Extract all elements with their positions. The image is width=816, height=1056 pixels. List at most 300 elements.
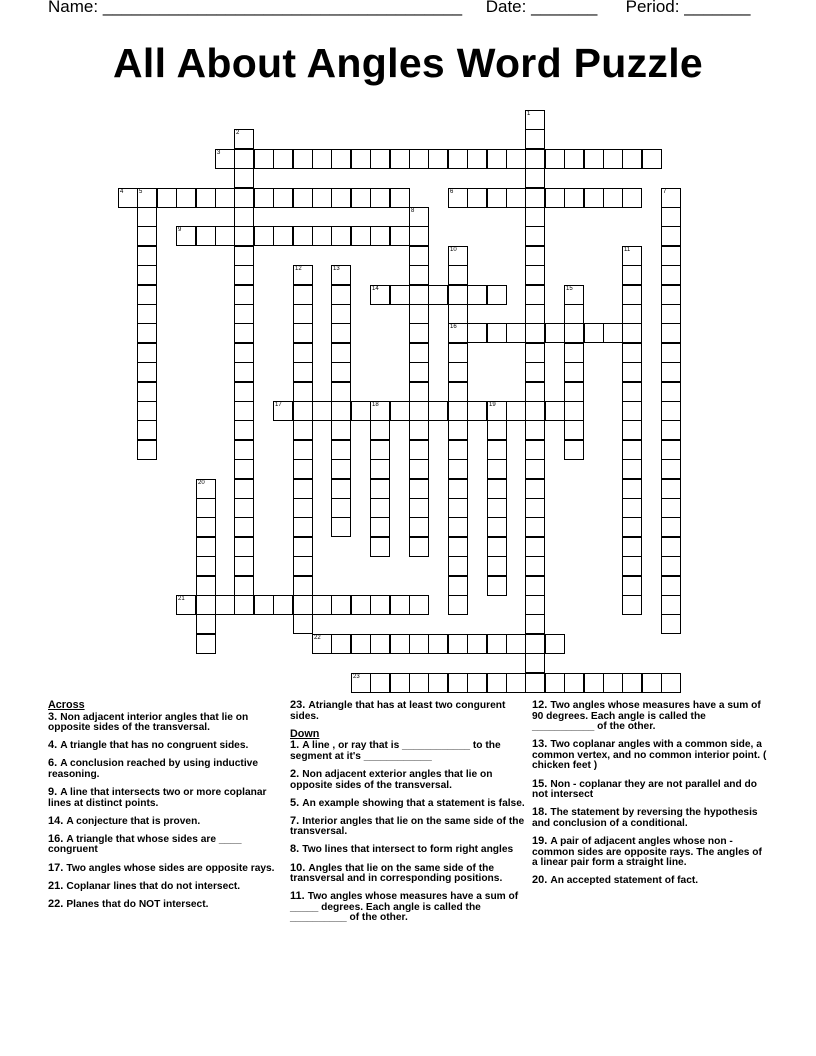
crossword-cell[interactable] — [254, 595, 274, 615]
crossword-cell[interactable] — [622, 304, 642, 324]
crossword-cell[interactable] — [409, 459, 429, 479]
crossword-cell[interactable] — [545, 188, 565, 208]
crossword-cell[interactable] — [642, 149, 662, 169]
crossword-cell[interactable] — [564, 382, 584, 402]
crossword-cell[interactable] — [390, 226, 410, 246]
crossword-cell[interactable] — [234, 595, 254, 615]
crossword-cell[interactable] — [467, 188, 487, 208]
crossword-cell[interactable] — [234, 440, 254, 460]
crossword-cell[interactable] — [525, 149, 545, 169]
crossword-cell[interactable] — [234, 420, 254, 440]
crossword-cell[interactable] — [564, 304, 584, 324]
crossword-cell[interactable] — [137, 401, 157, 421]
crossword-cell[interactable] — [467, 323, 487, 343]
crossword-cell[interactable] — [564, 673, 584, 693]
crossword-cell[interactable] — [234, 304, 254, 324]
crossword-cell[interactable] — [409, 226, 429, 246]
crossword-cell[interactable] — [293, 285, 313, 305]
crossword-cell[interactable] — [409, 401, 429, 421]
crossword-cell[interactable] — [603, 323, 623, 343]
crossword-cell[interactable] — [254, 188, 274, 208]
crossword-cell[interactable] — [409, 323, 429, 343]
crossword-cell[interactable] — [234, 265, 254, 285]
crossword-cell[interactable] — [273, 595, 293, 615]
crossword-cell[interactable] — [525, 382, 545, 402]
crossword-cell[interactable] — [506, 149, 526, 169]
crossword-cell[interactable] — [622, 595, 642, 615]
crossword-cell[interactable] — [196, 517, 216, 537]
crossword-cell[interactable] — [622, 149, 642, 169]
crossword-cell[interactable] — [622, 498, 642, 518]
crossword-cell[interactable] — [234, 207, 254, 227]
crossword-cell[interactable] — [642, 673, 662, 693]
crossword-cell[interactable] — [661, 576, 681, 596]
crossword-cell[interactable] — [293, 401, 313, 421]
crossword-cell[interactable] — [622, 343, 642, 363]
crossword-cell[interactable] — [137, 362, 157, 382]
crossword-cell[interactable] — [622, 382, 642, 402]
crossword-cell[interactable] — [661, 246, 681, 266]
crossword-cell[interactable] — [487, 673, 507, 693]
crossword-cell[interactable] — [312, 595, 332, 615]
crossword-cell-6[interactable] — [448, 188, 468, 208]
crossword-cell[interactable] — [312, 401, 332, 421]
crossword-cell[interactable] — [448, 149, 468, 169]
crossword-cell[interactable] — [137, 207, 157, 227]
crossword-cell[interactable] — [331, 479, 351, 499]
crossword-cell[interactable] — [622, 188, 642, 208]
crossword-cell[interactable] — [254, 149, 274, 169]
crossword-cell[interactable] — [564, 440, 584, 460]
crossword-cell[interactable] — [448, 362, 468, 382]
crossword-cell[interactable] — [312, 188, 332, 208]
crossword-cell[interactable] — [351, 401, 371, 421]
crossword-cell[interactable] — [331, 285, 351, 305]
crossword-cell[interactable] — [525, 498, 545, 518]
crossword-cell[interactable] — [331, 420, 351, 440]
crossword-cell[interactable] — [487, 188, 507, 208]
crossword-cell[interactable] — [506, 401, 526, 421]
crossword-cell[interactable] — [525, 207, 545, 227]
crossword-cell[interactable] — [525, 537, 545, 557]
crossword-cell[interactable] — [525, 362, 545, 382]
crossword-cell-12[interactable] — [293, 265, 313, 285]
crossword-cell[interactable] — [234, 517, 254, 537]
crossword-cell[interactable] — [448, 401, 468, 421]
crossword-cell[interactable] — [293, 382, 313, 402]
crossword-cell[interactable] — [506, 673, 526, 693]
crossword-cell[interactable] — [351, 634, 371, 654]
crossword-cell[interactable] — [351, 226, 371, 246]
crossword-cell[interactable] — [584, 673, 604, 693]
crossword-cell[interactable] — [487, 479, 507, 499]
crossword-cell[interactable] — [448, 479, 468, 499]
crossword-cell[interactable] — [331, 634, 351, 654]
crossword-cell[interactable] — [390, 188, 410, 208]
crossword-cell[interactable] — [661, 459, 681, 479]
crossword-cell[interactable] — [525, 576, 545, 596]
crossword-cell[interactable] — [525, 401, 545, 421]
crossword-cell[interactable] — [351, 149, 371, 169]
crossword-cell[interactable] — [137, 246, 157, 266]
crossword-cell[interactable] — [448, 673, 468, 693]
crossword-cell[interactable] — [467, 673, 487, 693]
crossword-cell-14[interactable] — [370, 285, 390, 305]
crossword-cell[interactable] — [331, 401, 351, 421]
crossword-cell[interactable] — [661, 498, 681, 518]
crossword-cell[interactable] — [370, 634, 390, 654]
crossword-cell[interactable] — [622, 285, 642, 305]
crossword-cell[interactable] — [370, 498, 390, 518]
crossword-cell-17[interactable] — [273, 401, 293, 421]
crossword-cell[interactable] — [409, 634, 429, 654]
crossword-cell[interactable] — [525, 556, 545, 576]
crossword-cell[interactable] — [603, 188, 623, 208]
crossword-cell[interactable] — [448, 382, 468, 402]
crossword-cell-21[interactable] — [176, 595, 196, 615]
crossword-cell-2[interactable] — [234, 129, 254, 149]
crossword-cell[interactable] — [137, 265, 157, 285]
crossword-cell[interactable] — [234, 576, 254, 596]
crossword-cell[interactable] — [293, 479, 313, 499]
crossword-cell[interactable] — [448, 634, 468, 654]
crossword-cell[interactable] — [273, 226, 293, 246]
crossword-cell[interactable] — [525, 634, 545, 654]
crossword-cell[interactable] — [370, 420, 390, 440]
crossword-cell[interactable] — [622, 479, 642, 499]
crossword-cell[interactable] — [525, 673, 545, 693]
crossword-cell[interactable] — [370, 517, 390, 537]
crossword-cell[interactable] — [467, 149, 487, 169]
crossword-cell[interactable] — [234, 149, 254, 169]
crossword-cell[interactable] — [293, 226, 313, 246]
crossword-cell[interactable] — [409, 382, 429, 402]
crossword-cell[interactable] — [622, 576, 642, 596]
crossword-cell[interactable] — [622, 459, 642, 479]
crossword-cell-13[interactable] — [331, 265, 351, 285]
crossword-cell[interactable] — [487, 285, 507, 305]
crossword-cell[interactable] — [525, 343, 545, 363]
crossword-cell[interactable] — [409, 420, 429, 440]
crossword-cell[interactable] — [584, 149, 604, 169]
crossword-cell[interactable] — [331, 362, 351, 382]
crossword-cell[interactable] — [196, 537, 216, 557]
crossword-cell[interactable] — [137, 323, 157, 343]
crossword-cell[interactable] — [409, 440, 429, 460]
crossword-cell[interactable] — [409, 304, 429, 324]
crossword-cell[interactable] — [351, 595, 371, 615]
crossword-cell[interactable] — [661, 226, 681, 246]
crossword-cell[interactable] — [331, 517, 351, 537]
crossword-cell[interactable] — [661, 556, 681, 576]
crossword-cell[interactable] — [293, 517, 313, 537]
crossword-cell[interactable] — [525, 595, 545, 615]
crossword-cell[interactable] — [254, 226, 274, 246]
crossword-cell[interactable] — [331, 459, 351, 479]
crossword-cell[interactable] — [525, 479, 545, 499]
crossword-cell[interactable] — [525, 459, 545, 479]
crossword-cell[interactable] — [448, 440, 468, 460]
crossword-cell[interactable] — [525, 614, 545, 634]
crossword-cell[interactable] — [622, 420, 642, 440]
crossword-cell[interactable] — [661, 362, 681, 382]
crossword-cell[interactable] — [293, 149, 313, 169]
crossword-cell[interactable] — [234, 362, 254, 382]
crossword-cell[interactable] — [331, 343, 351, 363]
crossword-cell[interactable] — [467, 401, 487, 421]
crossword-cell[interactable] — [564, 149, 584, 169]
crossword-cell[interactable] — [409, 479, 429, 499]
crossword-cell[interactable] — [506, 188, 526, 208]
crossword-cell[interactable] — [293, 362, 313, 382]
crossword-cell[interactable] — [331, 226, 351, 246]
crossword-cell[interactable] — [196, 634, 216, 654]
crossword-cell[interactable] — [525, 304, 545, 324]
crossword-cell[interactable] — [390, 401, 410, 421]
crossword-cell-8[interactable] — [409, 207, 429, 227]
crossword-cell[interactable] — [370, 479, 390, 499]
crossword-cell[interactable] — [622, 517, 642, 537]
crossword-cell[interactable] — [409, 517, 429, 537]
crossword-cell-16[interactable] — [448, 323, 468, 343]
crossword-cell-23[interactable] — [351, 673, 371, 693]
crossword-cell[interactable] — [293, 537, 313, 557]
crossword-cell[interactable] — [448, 498, 468, 518]
crossword-cell[interactable] — [137, 226, 157, 246]
crossword-cell[interactable] — [312, 226, 332, 246]
crossword-cell[interactable] — [409, 537, 429, 557]
crossword-cell[interactable] — [196, 576, 216, 596]
crossword-cell[interactable] — [448, 304, 468, 324]
crossword-cell[interactable] — [525, 517, 545, 537]
crossword-cell[interactable] — [331, 382, 351, 402]
crossword-cell[interactable] — [603, 149, 623, 169]
crossword-cell[interactable] — [564, 323, 584, 343]
crossword-cell[interactable] — [661, 537, 681, 557]
crossword-cell[interactable] — [331, 498, 351, 518]
crossword-cell[interactable] — [351, 188, 371, 208]
crossword-cell-9[interactable] — [176, 226, 196, 246]
crossword-cell[interactable] — [234, 188, 254, 208]
crossword-cell[interactable] — [137, 382, 157, 402]
crossword-cell[interactable] — [622, 323, 642, 343]
crossword-cell[interactable] — [525, 323, 545, 343]
crossword-cell[interactable] — [564, 188, 584, 208]
crossword-cell[interactable] — [137, 304, 157, 324]
crossword-cell[interactable] — [661, 304, 681, 324]
crossword-cell[interactable] — [331, 323, 351, 343]
crossword-cell[interactable] — [545, 401, 565, 421]
crossword-cell[interactable] — [622, 673, 642, 693]
crossword-cell[interactable] — [661, 265, 681, 285]
crossword-cell[interactable] — [622, 556, 642, 576]
crossword-cell[interactable] — [234, 285, 254, 305]
crossword-cell[interactable] — [622, 401, 642, 421]
crossword-cell[interactable] — [370, 595, 390, 615]
crossword-cell[interactable] — [525, 188, 545, 208]
crossword-cell[interactable] — [390, 595, 410, 615]
crossword-cell[interactable] — [661, 614, 681, 634]
crossword-cell[interactable] — [448, 285, 468, 305]
crossword-cell-7[interactable] — [661, 188, 681, 208]
crossword-cell[interactable] — [293, 343, 313, 363]
crossword-cell[interactable] — [390, 634, 410, 654]
crossword-cell[interactable] — [409, 149, 429, 169]
crossword-cell[interactable] — [273, 188, 293, 208]
crossword-cell[interactable] — [428, 149, 448, 169]
crossword-cell[interactable] — [293, 595, 313, 615]
crossword-cell[interactable] — [215, 226, 235, 246]
crossword-cell[interactable] — [234, 498, 254, 518]
crossword-cell[interactable] — [487, 459, 507, 479]
crossword-cell[interactable] — [409, 498, 429, 518]
crossword-cell[interactable] — [428, 673, 448, 693]
crossword-cell[interactable] — [661, 479, 681, 499]
crossword-cell[interactable] — [331, 188, 351, 208]
crossword-cell[interactable] — [545, 634, 565, 654]
crossword-cell[interactable] — [603, 673, 623, 693]
crossword-cell[interactable] — [487, 149, 507, 169]
crossword-cell[interactable] — [661, 285, 681, 305]
crossword-cell[interactable] — [370, 226, 390, 246]
crossword-cell[interactable] — [448, 265, 468, 285]
crossword-cell[interactable] — [545, 149, 565, 169]
crossword-cell[interactable] — [390, 673, 410, 693]
crossword-cell[interactable] — [293, 614, 313, 634]
crossword-cell[interactable] — [564, 362, 584, 382]
crossword-cell[interactable] — [234, 323, 254, 343]
crossword-cell[interactable] — [525, 285, 545, 305]
crossword-cell[interactable] — [370, 149, 390, 169]
crossword-cell-22[interactable] — [312, 634, 332, 654]
crossword-cell[interactable] — [622, 265, 642, 285]
crossword-cell[interactable] — [196, 556, 216, 576]
crossword-cell-15[interactable] — [564, 285, 584, 305]
crossword-cell[interactable] — [448, 420, 468, 440]
crossword-cell[interactable] — [661, 401, 681, 421]
crossword-cell[interactable] — [273, 149, 293, 169]
crossword-cell[interactable] — [370, 459, 390, 479]
crossword-cell[interactable] — [137, 420, 157, 440]
crossword-cell[interactable] — [564, 420, 584, 440]
crossword-cell[interactable] — [331, 440, 351, 460]
crossword-cell[interactable] — [661, 323, 681, 343]
crossword-cell[interactable] — [545, 323, 565, 343]
crossword-cell[interactable] — [409, 673, 429, 693]
crossword-cell[interactable] — [409, 285, 429, 305]
crossword-cell[interactable] — [487, 517, 507, 537]
crossword-cell[interactable] — [293, 304, 313, 324]
crossword-cell[interactable] — [234, 343, 254, 363]
crossword-cell[interactable] — [661, 207, 681, 227]
crossword-cell[interactable] — [196, 188, 216, 208]
crossword-cell[interactable] — [234, 246, 254, 266]
crossword-cell[interactable] — [370, 440, 390, 460]
crossword-cell[interactable] — [234, 459, 254, 479]
crossword-cell[interactable] — [234, 226, 254, 246]
crossword-cell[interactable] — [234, 168, 254, 188]
crossword-cell[interactable] — [215, 595, 235, 615]
crossword-cell[interactable] — [409, 362, 429, 382]
crossword-cell[interactable] — [234, 382, 254, 402]
crossword-cell[interactable] — [487, 576, 507, 596]
crossword-cell-19[interactable] — [487, 401, 507, 421]
crossword-cell[interactable] — [293, 188, 313, 208]
crossword-cell[interactable] — [622, 362, 642, 382]
crossword-cell[interactable] — [293, 440, 313, 460]
crossword-cell[interactable] — [487, 323, 507, 343]
crossword-cell[interactable] — [331, 149, 351, 169]
crossword-cell[interactable] — [331, 304, 351, 324]
crossword-cell[interactable] — [506, 323, 526, 343]
crossword-cell[interactable] — [525, 129, 545, 149]
crossword-cell[interactable] — [584, 188, 604, 208]
crossword-cell[interactable] — [234, 537, 254, 557]
crossword-cell[interactable] — [487, 537, 507, 557]
crossword-cell[interactable] — [622, 440, 642, 460]
crossword-cell[interactable] — [525, 226, 545, 246]
crossword-cell[interactable] — [661, 343, 681, 363]
crossword-cell[interactable] — [137, 440, 157, 460]
crossword-cell[interactable] — [409, 343, 429, 363]
crossword-cell-5[interactable] — [137, 188, 157, 208]
crossword-cell[interactable] — [196, 614, 216, 634]
crossword-cell[interactable] — [428, 634, 448, 654]
crossword-cell[interactable] — [293, 420, 313, 440]
crossword-cell[interactable] — [487, 498, 507, 518]
crossword-cell-18[interactable] — [370, 401, 390, 421]
crossword-cell-1[interactable] — [525, 110, 545, 130]
crossword-cell[interactable] — [428, 285, 448, 305]
crossword-cell[interactable] — [234, 479, 254, 499]
crossword-cell[interactable] — [622, 537, 642, 557]
crossword-cell[interactable] — [448, 595, 468, 615]
crossword-cell[interactable] — [661, 595, 681, 615]
crossword-cell[interactable] — [448, 459, 468, 479]
crossword-cell[interactable] — [176, 188, 196, 208]
crossword-cell[interactable] — [293, 556, 313, 576]
crossword-cell[interactable] — [234, 401, 254, 421]
crossword-cell[interactable] — [564, 343, 584, 363]
crossword-cell[interactable] — [196, 226, 216, 246]
crossword-cell[interactable] — [370, 673, 390, 693]
crossword-cell[interactable] — [409, 595, 429, 615]
crossword-cell[interactable] — [545, 673, 565, 693]
crossword-cell[interactable] — [525, 440, 545, 460]
crossword-cell[interactable] — [661, 673, 681, 693]
crossword-cell-20[interactable] — [196, 479, 216, 499]
crossword-cell-3[interactable] — [215, 149, 235, 169]
crossword-cell[interactable] — [525, 265, 545, 285]
crossword-cell-11[interactable] — [622, 246, 642, 266]
crossword-cell[interactable] — [661, 382, 681, 402]
crossword-cell[interactable] — [409, 265, 429, 285]
crossword-cell[interactable] — [564, 401, 584, 421]
crossword-cell[interactable] — [506, 634, 526, 654]
crossword-cell[interactable] — [196, 498, 216, 518]
crossword-cell[interactable] — [525, 168, 545, 188]
crossword-cell[interactable] — [487, 556, 507, 576]
crossword-cell[interactable] — [157, 188, 177, 208]
crossword-cell[interactable] — [137, 343, 157, 363]
crossword-cell[interactable] — [448, 556, 468, 576]
crossword-cell[interactable] — [448, 576, 468, 596]
crossword-cell[interactable] — [467, 634, 487, 654]
crossword-cell[interactable] — [370, 537, 390, 557]
crossword-cell[interactable] — [467, 285, 487, 305]
crossword-cell[interactable] — [293, 459, 313, 479]
crossword-cell[interactable] — [428, 401, 448, 421]
